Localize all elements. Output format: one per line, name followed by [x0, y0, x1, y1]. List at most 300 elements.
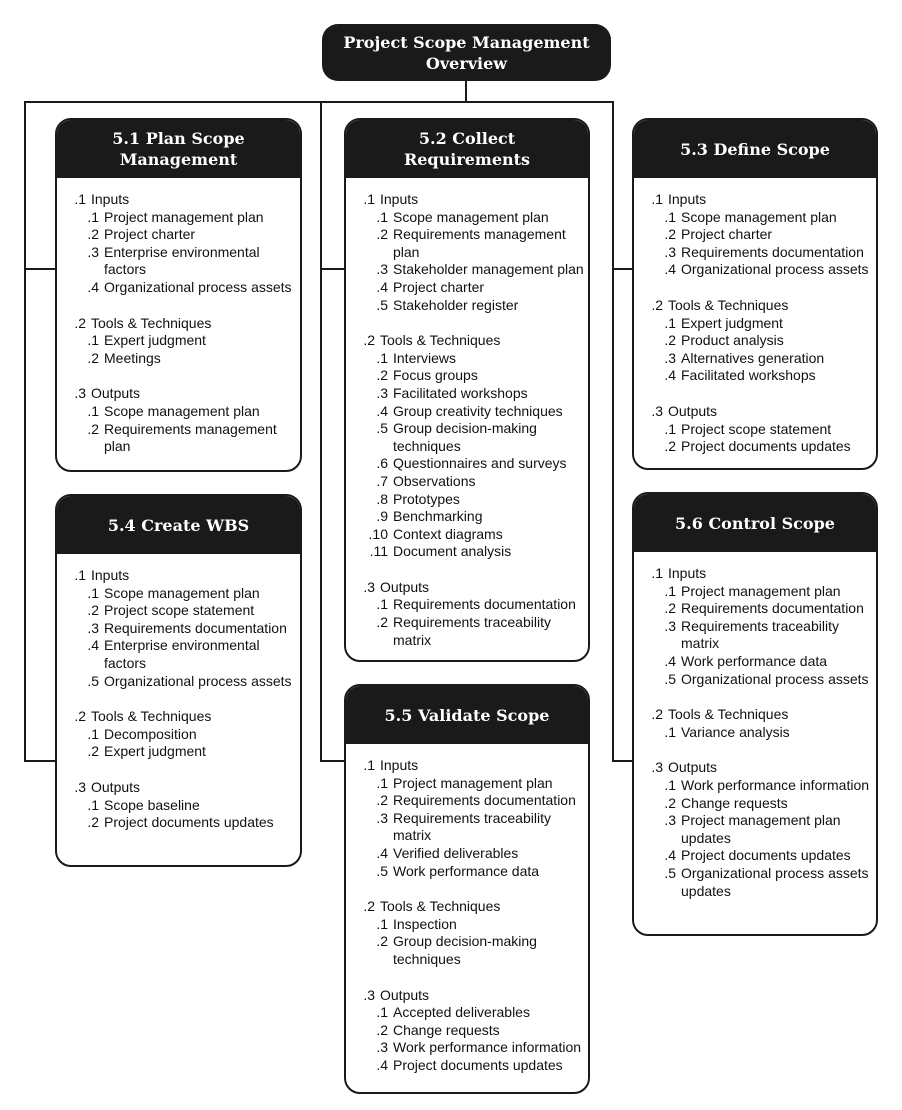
item-number: .4	[376, 278, 388, 295]
section-inputs	[65, 191, 300, 297]
item-text: Stakeholder register	[393, 296, 519, 313]
process-card-create-wbs	[55, 494, 302, 867]
section-number: .1	[363, 757, 375, 773]
item-text: Project documents updates	[681, 438, 851, 455]
item-number: .3	[664, 812, 676, 829]
item-text: Prototypes	[393, 490, 460, 507]
item-text: Change requests	[393, 1021, 500, 1038]
item-text: Requirements traceability matrix	[681, 617, 839, 652]
section-label: Inputs	[380, 757, 419, 773]
item-number: .5	[376, 862, 388, 879]
section-number: .2	[74, 314, 86, 331]
section-number: .3	[363, 578, 375, 595]
item-number: .9	[376, 508, 388, 525]
list-item	[642, 671, 876, 689]
list-item	[642, 812, 876, 847]
list-item	[354, 367, 588, 385]
section-inputs	[642, 191, 876, 279]
list-item	[354, 1039, 588, 1057]
diagram-title: Project Scope Management Overview	[322, 24, 611, 81]
list-item	[354, 1004, 588, 1022]
list-item	[354, 209, 588, 227]
process-card-control-scope	[632, 492, 878, 936]
section-label: Tools & Techniques	[668, 706, 789, 723]
section-number: .2	[651, 706, 663, 723]
section-outputs	[65, 385, 300, 455]
item-number: .4	[664, 367, 676, 384]
item-text: Work performance data	[393, 862, 540, 879]
section-label: Outputs	[668, 402, 718, 419]
list-item	[354, 420, 588, 455]
item-text: Project management plan	[393, 774, 553, 791]
item-text: Inspection	[393, 915, 457, 932]
section-label: Tools & Techniques	[380, 332, 501, 349]
item-number: .5	[664, 670, 676, 687]
list-item	[354, 403, 588, 421]
section-heading	[354, 579, 588, 597]
item-text: Organizational process assets	[681, 670, 869, 687]
list-item	[642, 350, 876, 368]
section-label: Outputs	[91, 385, 141, 402]
connector-mid-trunk	[320, 101, 322, 762]
list-item	[65, 797, 300, 815]
item-text: Requirements traceability matrix	[393, 809, 551, 844]
section-label: Tools & Techniques	[380, 898, 501, 915]
section-heading	[642, 297, 876, 315]
item-text: Enterprise environmental factors	[104, 243, 260, 278]
section-heading	[354, 191, 588, 209]
item-text: Group decision-making techniques	[393, 420, 537, 454]
section-number: .3	[74, 778, 86, 795]
item-number: .1	[87, 796, 99, 813]
list-item	[642, 209, 876, 227]
section-inputs	[642, 565, 876, 688]
item-text: Organizational process assets updates	[681, 864, 869, 899]
section-heading	[642, 565, 876, 583]
item-text: Variance analysis	[681, 723, 790, 740]
list-item	[642, 865, 876, 900]
item-text: Meetings	[104, 349, 161, 366]
item-number: .2	[664, 332, 676, 349]
section-heading	[642, 759, 876, 777]
item-number: .1	[664, 723, 676, 740]
list-item	[65, 814, 300, 832]
item-text: Expert judgment	[104, 332, 206, 349]
section-label: Outputs	[380, 578, 430, 595]
item-text: Expert judgment	[681, 314, 783, 331]
item-text: Focus groups	[393, 367, 478, 384]
list-item	[642, 653, 876, 671]
section-outputs	[354, 987, 588, 1075]
list-item	[65, 726, 300, 744]
item-number: .5	[664, 864, 676, 881]
list-item	[642, 777, 876, 795]
section-label: Tools & Techniques	[668, 296, 789, 313]
item-text: Project scope statement	[681, 420, 832, 437]
item-number: .2	[376, 226, 388, 243]
section-number: .2	[74, 708, 86, 725]
item-number: .1	[664, 582, 676, 599]
item-text: Organizational process assets	[681, 261, 869, 278]
item-text: Verified deliverables	[393, 844, 519, 861]
section-label: Tools & Techniques	[91, 314, 212, 331]
item-text: Benchmarking	[393, 508, 483, 525]
list-item	[642, 261, 876, 279]
item-number: .2	[87, 420, 99, 437]
list-item	[354, 297, 588, 315]
section-number: .3	[74, 385, 86, 402]
process-body	[346, 744, 588, 1075]
item-number: .3	[376, 1039, 388, 1056]
section-heading	[65, 779, 300, 797]
item-number: .3	[376, 809, 388, 826]
item-number: .2	[664, 794, 676, 811]
process-card-define-scope	[632, 118, 878, 470]
item-text: Scope management plan	[104, 584, 260, 601]
section-tools-and-techniques	[642, 297, 876, 385]
item-text: Project documents updates	[104, 814, 274, 831]
list-item	[354, 350, 588, 368]
connector-branch-5-5	[320, 760, 346, 762]
process-title: 5.2 Collect Requirements	[346, 120, 588, 178]
list-item	[65, 350, 300, 368]
item-text: Project charter	[104, 226, 196, 243]
list-item	[65, 421, 300, 456]
item-text: Project scope statement	[104, 602, 255, 619]
item-number: .4	[376, 402, 388, 419]
section-outputs	[642, 759, 876, 900]
list-item	[642, 421, 876, 439]
item-number: .1	[87, 584, 99, 601]
process-body	[634, 552, 876, 900]
item-number: .2	[87, 814, 99, 831]
item-number: .3	[87, 243, 99, 260]
item-text: Accepted deliverables	[393, 1004, 530, 1021]
section-number: .2	[363, 898, 375, 915]
item-text: Enterprise environmental factors	[104, 637, 260, 671]
item-text: Expert judgment	[104, 743, 206, 760]
section-inputs	[354, 757, 588, 880]
section-tools-and-techniques	[642, 706, 876, 741]
item-number: .1	[376, 349, 388, 366]
list-item	[65, 332, 300, 350]
connector-branch-5-2	[320, 268, 346, 270]
list-item	[65, 209, 300, 227]
section-number: .1	[651, 565, 663, 581]
list-item	[642, 315, 876, 333]
item-text: Requirements management plan	[104, 420, 277, 455]
process-card-collect-requirements	[344, 118, 590, 662]
list-item	[65, 403, 300, 421]
item-number: .10	[368, 525, 388, 542]
list-item	[354, 792, 588, 810]
section-number: .1	[74, 191, 86, 207]
item-text: Project management plan	[104, 208, 264, 225]
list-item	[65, 585, 300, 603]
item-text: Requirements traceability matrix	[393, 614, 551, 648]
section-outputs	[65, 779, 300, 832]
process-title: 5.4 Create WBS	[57, 496, 300, 554]
item-number: .1	[87, 725, 99, 742]
section-number: .1	[651, 191, 663, 207]
item-number: .7	[376, 472, 388, 489]
list-item	[354, 508, 588, 526]
process-body	[57, 554, 300, 832]
item-number: .1	[376, 208, 388, 225]
item-number: .2	[376, 792, 388, 809]
section-heading	[354, 987, 588, 1005]
item-text: Requirements documentation	[681, 243, 864, 260]
item-number: .3	[376, 261, 388, 278]
section-number: .1	[363, 191, 375, 207]
item-number: .3	[664, 243, 676, 260]
list-item	[354, 526, 588, 544]
section-heading	[65, 385, 300, 403]
list-item	[642, 332, 876, 350]
section-heading	[65, 315, 300, 333]
section-label: Tools & Techniques	[91, 708, 212, 725]
item-number: .2	[87, 349, 99, 366]
list-item	[65, 602, 300, 620]
list-item	[354, 491, 588, 509]
list-item	[65, 279, 300, 297]
connector-right-trunk	[612, 101, 614, 762]
item-number: .1	[376, 1004, 388, 1021]
list-item	[642, 367, 876, 385]
section-number: .3	[363, 986, 375, 1003]
section-heading	[65, 708, 300, 726]
item-text: Group creativity techniques	[393, 402, 563, 419]
list-item	[354, 775, 588, 793]
section-number: .1	[74, 567, 86, 583]
list-item	[354, 385, 588, 403]
connector-branch-5-1	[24, 268, 57, 270]
item-text: Project management plan	[681, 582, 841, 599]
item-number: .5	[376, 420, 388, 437]
list-item	[642, 583, 876, 601]
item-text: Facilitated workshops	[393, 384, 528, 401]
item-text: Requirements documentation	[393, 792, 576, 809]
list-item	[354, 614, 588, 649]
list-item	[354, 261, 588, 279]
list-item	[354, 916, 588, 934]
item-text: Project management plan updates	[681, 812, 841, 846]
section-number: .3	[651, 402, 663, 419]
item-number: .1	[664, 314, 676, 331]
list-item	[354, 455, 588, 473]
item-text: Stakeholder management plan	[393, 261, 584, 278]
item-text: Organizational process assets	[104, 672, 292, 689]
item-text: Product analysis	[681, 332, 784, 349]
section-label: Outputs	[668, 759, 718, 776]
item-number: .4	[664, 652, 676, 669]
item-text: Project charter	[681, 226, 773, 243]
section-label: Outputs	[380, 986, 430, 1003]
item-number: .1	[664, 776, 676, 793]
item-number: .2	[87, 602, 99, 619]
item-number: .2	[87, 743, 99, 760]
item-number: .4	[376, 1056, 388, 1073]
list-item	[354, 279, 588, 297]
item-number: .1	[376, 774, 388, 791]
section-outputs	[354, 579, 588, 649]
item-number: .4	[664, 261, 676, 278]
list-item	[65, 637, 300, 672]
list-item	[65, 743, 300, 761]
item-number: .2	[664, 226, 676, 243]
section-inputs	[354, 191, 588, 314]
list-item	[354, 810, 588, 845]
list-item	[354, 1057, 588, 1075]
item-text: Observations	[393, 472, 476, 489]
item-text: Scope management plan	[393, 208, 549, 225]
item-text: Project documents updates	[681, 847, 851, 864]
item-text: Interviews	[393, 349, 457, 366]
item-number: .5	[87, 672, 99, 689]
list-item	[65, 620, 300, 638]
section-heading	[642, 706, 876, 724]
list-item	[642, 724, 876, 742]
list-item	[642, 600, 876, 618]
section-heading	[354, 898, 588, 916]
item-text: Context diagrams	[393, 525, 503, 542]
item-number: .1	[664, 208, 676, 225]
section-heading	[354, 757, 588, 775]
section-label: Inputs	[380, 191, 419, 207]
item-text: Requirements documentation	[393, 596, 576, 613]
section-tools-and-techniques	[354, 332, 588, 561]
item-number: .4	[87, 637, 99, 654]
item-text: Scope management plan	[681, 208, 837, 225]
item-text: Project documents updates	[393, 1056, 563, 1073]
item-number: .2	[664, 438, 676, 455]
section-heading	[65, 191, 300, 209]
section-label: Inputs	[91, 567, 130, 583]
item-number: .2	[664, 600, 676, 617]
section-number: .3	[651, 759, 663, 776]
item-text: Requirements documentation	[681, 600, 864, 617]
process-body	[346, 178, 588, 649]
item-text: Document analysis	[393, 543, 512, 560]
process-body	[57, 178, 300, 456]
item-text: Decomposition	[104, 725, 197, 742]
list-item	[354, 596, 588, 614]
item-text: Work performance information	[681, 776, 870, 793]
list-item	[354, 226, 588, 261]
item-number: .8	[376, 490, 388, 507]
connector-branch-5-6	[612, 760, 634, 762]
item-number: .2	[376, 933, 388, 950]
section-heading	[65, 567, 300, 585]
item-number: .4	[664, 847, 676, 864]
section-tools-and-techniques	[65, 708, 300, 761]
item-number: .2	[376, 1021, 388, 1038]
section-label: Inputs	[668, 191, 707, 207]
process-title: 5.6 Control Scope	[634, 494, 876, 552]
list-item	[65, 673, 300, 691]
item-text: Questionnaires and surveys	[393, 455, 567, 472]
process-title: 5.5 Validate Scope	[346, 686, 588, 744]
item-number: .4	[376, 844, 388, 861]
section-inputs	[65, 567, 300, 690]
item-number: .6	[376, 455, 388, 472]
list-item	[354, 473, 588, 491]
section-label: Outputs	[91, 778, 141, 795]
item-text: Facilitated workshops	[681, 367, 816, 384]
item-number: .1	[664, 420, 676, 437]
list-item	[354, 863, 588, 881]
item-text: Requirements documentation	[104, 619, 287, 636]
list-item	[642, 847, 876, 865]
item-number: .2	[376, 614, 388, 631]
item-number: .2	[87, 226, 99, 243]
section-outputs	[642, 403, 876, 456]
item-number: .1	[87, 332, 99, 349]
section-label: Inputs	[668, 565, 707, 581]
item-text: Project charter	[393, 278, 485, 295]
process-card-plan-scope-management	[55, 118, 302, 472]
process-body	[634, 178, 876, 456]
connector-branch-5-3	[612, 268, 634, 270]
list-item	[354, 543, 588, 561]
item-number: .3	[87, 619, 99, 636]
list-item	[354, 1022, 588, 1040]
list-item	[642, 618, 876, 653]
connector-title-stem	[465, 80, 467, 103]
item-text: Group decision-making techniques	[393, 933, 537, 967]
connector-branch-5-4	[24, 760, 57, 762]
list-item	[642, 244, 876, 262]
process-title: 5.3 Define Scope	[634, 120, 876, 178]
item-text: Scope management plan	[104, 402, 260, 419]
section-number: .2	[363, 332, 375, 349]
list-item	[642, 438, 876, 456]
section-number: .2	[651, 296, 663, 313]
list-item	[642, 226, 876, 244]
section-label: Inputs	[91, 191, 130, 207]
list-item	[354, 933, 588, 968]
list-item	[354, 845, 588, 863]
connector-top-bar	[24, 101, 614, 103]
list-item	[642, 795, 876, 813]
section-heading	[354, 332, 588, 350]
item-text: Organizational process assets	[104, 278, 292, 295]
section-heading	[642, 403, 876, 421]
item-number: .3	[664, 349, 676, 366]
item-number: .1	[87, 208, 99, 225]
item-number: .1	[376, 596, 388, 613]
process-title: 5.1 Plan Scope Management	[57, 120, 300, 178]
item-number: .11	[369, 543, 388, 560]
item-text: Scope baseline	[104, 796, 200, 813]
item-number: .1	[376, 915, 388, 932]
section-heading	[642, 191, 876, 209]
item-number: .3	[376, 384, 388, 401]
item-text: Work performance data	[681, 652, 828, 669]
item-text: Alternatives generation	[681, 349, 825, 366]
item-number: .2	[376, 367, 388, 384]
item-number: .4	[87, 278, 99, 295]
item-text: Change requests	[681, 794, 788, 811]
item-number: .5	[376, 296, 388, 313]
section-tools-and-techniques	[354, 898, 588, 968]
item-number: .1	[87, 402, 99, 419]
item-text: Requirements management plan	[393, 226, 566, 260]
list-item	[65, 226, 300, 244]
item-text: Work performance information	[393, 1039, 582, 1056]
section-tools-and-techniques	[65, 315, 300, 368]
list-item	[65, 244, 300, 279]
